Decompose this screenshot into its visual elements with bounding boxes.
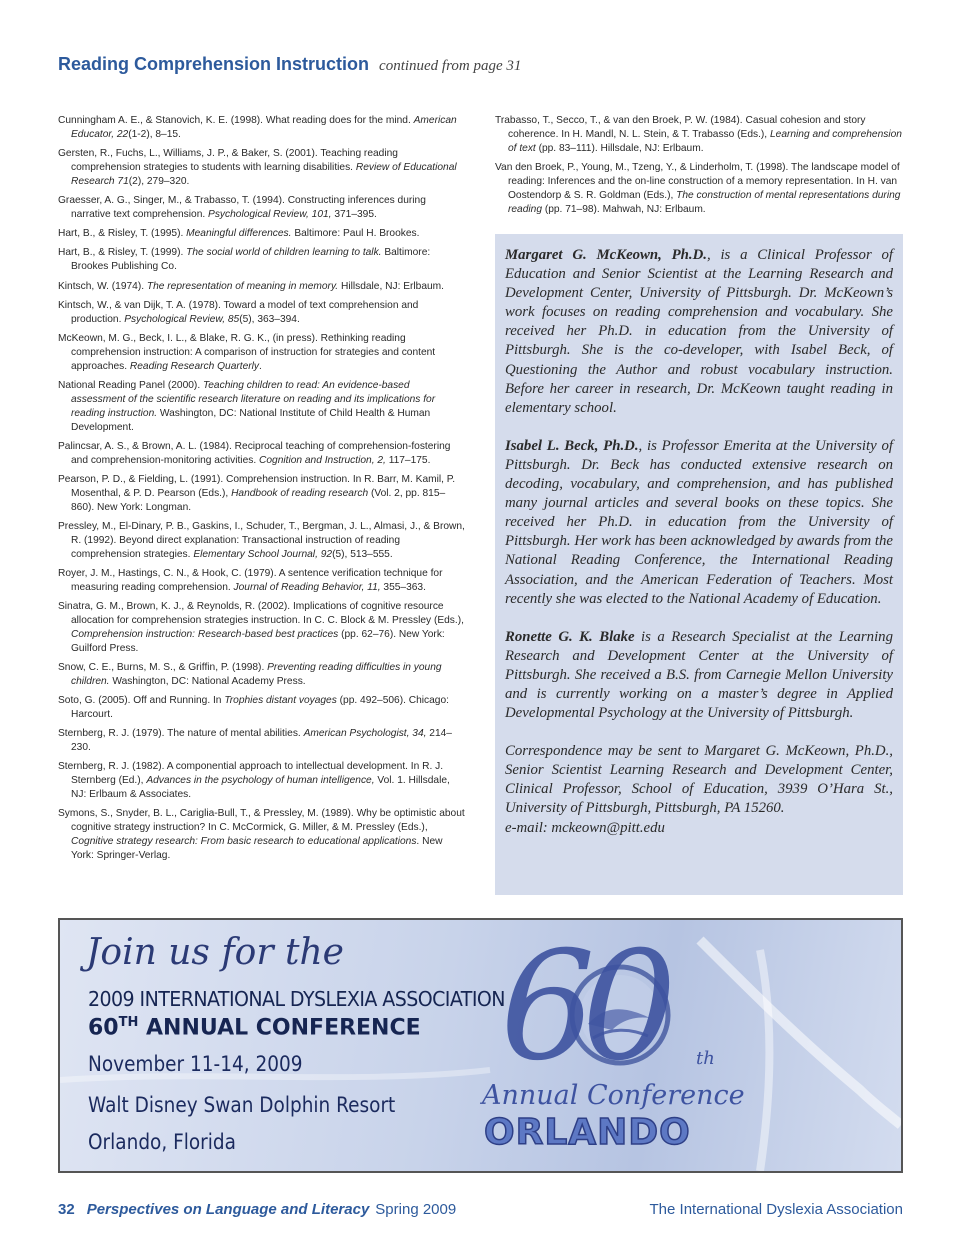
reference-entry: Pearson, P. D., & Fielding, L. (1991). Comprehension instruction. In R. Barr, M. Kamil, P. Mosenthal, & P. D. Pearson (Eds.), Handbook of reading research (Vol. 2, pp. 815–860). New York: Longman. [58,473,456,513]
reference-entry: Kintsch, W., & van Dijk, T. A. (1978). Toward a model of text comprehension and production. Psychological Review, 85(5), 363–394. [58,299,419,325]
ad-venue: Walt Disney Swan Dolphin Resort [88,1093,396,1117]
bio-name: Ronette G. K. Blake [505,628,635,645]
references-left-column [58,114,466,868]
references-right-column [495,114,903,222]
section-title: Reading Comprehension Instruction [58,54,370,74]
continued-note: continued from page 31 [379,58,522,74]
logo-annual-conference: Annual Conference [482,1080,745,1111]
bio-mckeown [505,246,893,418]
email-address: e-mail: mckeown@pitt.edu [505,819,665,836]
logo-number: 60 [500,920,663,1094]
ad-city: Orlando, Florida [88,1130,236,1154]
reference-entry: Symons, S., Snyder, B. L., Cariglia-Bull, T., & Pressley, M. (1989). Why be optimistic about cognitive strategy instruction? In C. McCormick, G. Miller, & M. Pressley (Eds.), Cognitive strategy research: From basic research to educational applications. New York: Springer-Verlag. [58,808,465,862]
page-footer [58,1201,903,1218]
reference-entry: Hart, B., & Risley, T. (1995). Meaningful differences. Baltimore: Paul H. Brookes. [58,228,420,240]
reference-entry: Trabasso, T., Secco, T., & van den Broek, P. W. (1984). Casual cohesion and story coherence. In H. Mandl, N. L. Stein, & T. Trabasso (Eds.), Learning and comprehension of text (pp. 83–111). Hillsdale, NJ: Erlbaum. [495,115,902,154]
reference-entry: Hart, B., & Risley, T. (1999). The social world of children learning to talk. Baltimore: Brookes Publishing Co. [58,247,431,273]
ad-annual-conference: 60TH ANNUAL CONFERENCE [88,1015,421,1041]
bio-name: Margaret G. McKeown, Ph.D. [505,247,707,263]
journal-title: Perspectives on Language and Literacy [86,1201,370,1218]
reference-entry: Van den Broek, P., Young, M., Tzeng, Y., & Linderholm, T. (1998). The landscape model of reading: Inferences and the on-line construction of a memory representation. In H. van Oostendorp & S. R. Goldman (Eds.), The construction of mental representations during reading (pp. 71–98). Mahwah, NJ: Erlbaum. [495,162,901,215]
bio-text: , is a Clinical Professor of Education and Senior Scientist at the Learning Research and Development Center, University of Pittsburgh. Dr. McKeown’s work focuses on reading comprehension and vocabulary. She received her Ph.D. in education from the University of Pittsburgh. She is the co-developer, with Isabel Beck, of Questioning the Author and robust vocabulary instruction. Before her career in research, Dr. McKeown taught reading in elementary school. [505,247,893,416]
reference-entry: Palincsar, A. S., & Brown, A. L. (1984). Reciprocal teaching of comprehension-fostering and comprehension-monitoring activities. Cognition and Instruction, 2, 117–175. [58,440,451,466]
author-bio-box [495,234,903,895]
reference-entry: National Reading Panel (2000). Teaching children to read: An evidence-based assessment of the scientific research literature on reading and its implications for reading instruction. Washington, DC: National Institute of Child Health & Human Development. [58,379,436,433]
bio-beck [505,437,893,609]
footer-organization: The International Dyslexia Association [649,1201,903,1218]
reference-entry: Gersten, R., Fuchs, L., Williams, J. P., & Baker, S. (2001). Teaching reading comprehension strategies to students with learning disabilities. Review of Educational Research 71(2), 279–320. [58,148,457,187]
bio-text: is a Research Specialist at the Learning Research and Development Center at the University of Pittsburgh. She received a B.S. from Carnegie Mellon University and is currently working on a master’s degree in Applied Developmental Psychology at the University of Pittsburgh. [505,628,893,722]
reference-entry: Sternberg, R. J. (1979). The nature of mental abilities. American Psychologist, 34, 214–230. [58,728,452,754]
ad-dates: November 11-14, 2009 [88,1052,303,1076]
reference-entry: Sternberg, R. J. (1982). A componential approach to intellectual development. In R. J. Sternberg (Ed.), Advances in the psychology of human intelligence, Vol. 1. Hillsdale, NJ: Erlbaum & Associates. [58,761,450,801]
correspondence-text: Correspondence may be sent to Margaret G. McKeown, Ph.D., Senior Scientist Learning Research and Development Center, Clinical Professor, School of Education, 3939 O’Hara St., University of Pittsburgh, Pittsburgh, PA 15260. [505,743,893,817]
logo-th: th [696,1048,715,1069]
conference-advertisement [58,918,903,1173]
bio-text: , is Professor Emerita at the University of Pittsburgh. Dr. Beck has conducted extensive research on decoding, vocabulary, and comprehension, and has published many journal articles and several books on these topics. She received her Ph.D. in education from the University of Pittsburgh. Her work has been acknowledged by awards from the National Reading Conference, the International Reading Association, and the American Federation of Teachers. Most recently she was elected to the National Academy of Education. [505,437,893,607]
bio-name: Isabel L. Beck, Ph.D. [505,437,639,454]
reference-entry: Cunningham A. E., & Stanovich, K. E. (1998). What reading does for the mind. American Educator, 22(1-2), 8–15. [58,115,457,140]
reference-entry: Graesser, A. G., Singer, M., & Trabasso, T. (1994). Constructing inferences during narrative text comprehension. Psychological Review, 101, 371–395. [58,195,426,221]
page-number: 32 [58,1201,75,1218]
issue-label: Spring 2009 [375,1201,457,1218]
bio-blake [505,628,893,723]
ad-join-heading: Join us for the [86,932,344,973]
reference-entry: Sinatra, G. M., Brown, K. J., & Reynolds, R. (2002). Implications of cognitive resource allocation for comprehension strategies instruction. In C. C. Block & M. Pressley (Eds.), Comprehension instruction: Research-based best practices (pp. 62–76). New York: Guilford Press. [58,601,464,654]
reference-entry: Soto, G. (2005). Off and Running. In Trophies distant voyages (pp. 492–506). Chicago: Harcourt. [58,695,449,720]
reference-entry: McKeown, M. G., Beck, I. L., & Blake, R. G. K., (in press). Rethinking reading comprehension instruction: A comparison of instruction for strategies and content approaches. Reading Research Quarterly. [58,332,436,372]
reference-entry: Kintsch, W. (1974). The representation of meaning in memory. Hillsdale, NJ: Erlbaum. [58,280,444,292]
reference-entry: Snow, C. E., Burns, M. S., & Griffin, P. (1998). Preventing reading difficulties in young children. Washington, DC: National Academy Press. [58,661,442,687]
ad-organization: 2009 INTERNATIONAL DYSLEXIA ASSOCIATION [88,987,505,1011]
page-header [58,54,521,75]
reference-entry: Royer, J. M., Hastings, C. N., & Hook, C. (1979). A sentence verification technique for measuring reading comprehension. Journal of Reading Behavior, 11, 355–363. [58,567,443,593]
conference-logo [470,920,745,1165]
correspondence [505,742,893,837]
logo-city: ORLANDO [484,1112,691,1153]
reference-entry: Pressley, M., El-Dinary, P. B., Gaskins, I., Schuder, T., Bergman, J. L., Almasi, J., & Brown, R. (1992). Beyond direct explanation: Transactional instruction of reading comprehension strategies. Elementary School Journal, 92(5), 513–555. [58,520,465,560]
